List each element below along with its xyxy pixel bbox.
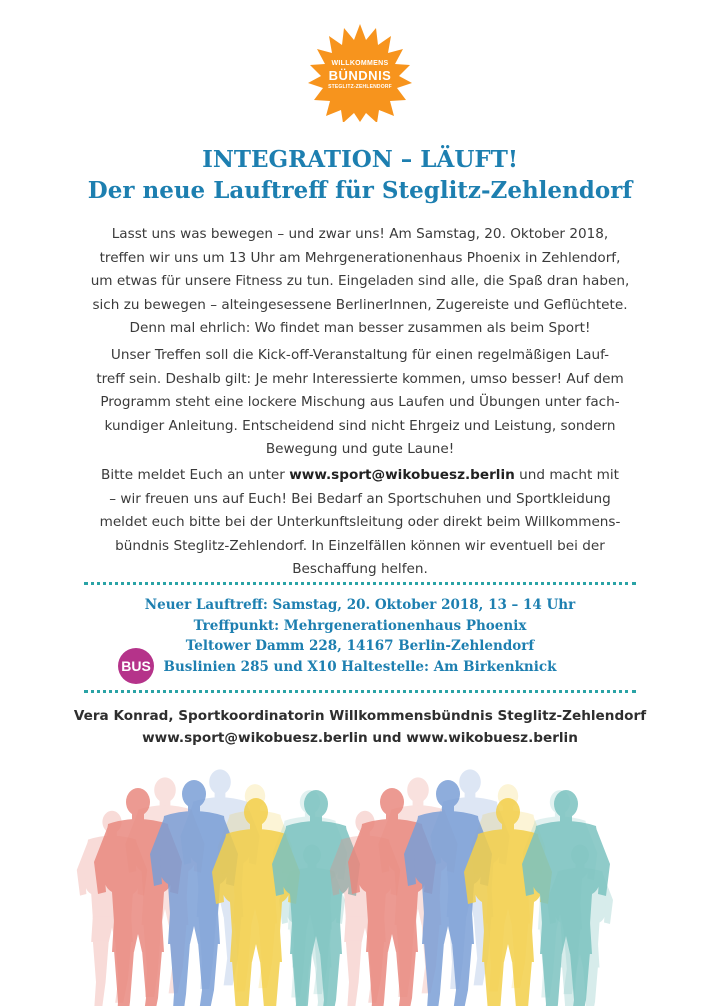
paragraph-line: kundiger Anleitung. Entscheidend sind nicht Ehrgeiz und Leistung, sondern [104, 417, 616, 434]
paragraph-line: Lasst uns was bewegen – und zwar uns! Am Samstag, 20. Oktober 2018, [111, 226, 609, 242]
bus-icon: BUS [118, 648, 154, 684]
dotted-divider [84, 582, 636, 585]
paragraph-line: bündnis Steglitz-Zehlendorf. In Einzelfällen können wir eventuell bei der [115, 537, 605, 554]
paragraph-line: – wir freuen uns auf Euch! Bei Bedarf an Sportschuhen und Sportkleidung [109, 490, 611, 507]
paragraph-line: Denn mal ehrlich: Wo findet man besser zusammen als beim Sport! [129, 320, 591, 336]
paragraph-line: meldet euch bitte bei der Unterkunftsleitung oder direkt beim Willkommens- [99, 514, 621, 530]
paragraph-line [60, 464, 660, 488]
paragraph-line: Beschaffung helfen. [292, 561, 428, 577]
paragraph-line: sich zu bewegen – alteingesessene BerlinerInnen, Zugereiste und Geflüchtete. [92, 296, 628, 313]
email-link[interactable]: www.sport@wikobuesz.berlin [289, 467, 515, 483]
contact-person: Vera Konrad, Sportkoordinatorin Willkommensbündnis Steglitz-Zehlendorf [73, 708, 647, 724]
logo-line-1: WILLKOMMENS [331, 60, 389, 67]
logo-line-2: BÜNDNIS [328, 68, 392, 83]
event-date: Neuer Lauftreff: Samstag, 20. Oktober 2018, 13 – 14 Uhr [144, 597, 576, 613]
intro-paragraph [60, 223, 660, 341]
text-segment: und macht mit [514, 467, 619, 483]
paragraph-line: Unser Treffen soll die Kick-off-Veranstaltung für einen regelmäßigen Lauf- [110, 347, 610, 363]
event-bus-lines: Buslinien 285 und X10 Haltestelle: Am Birkenknick [163, 658, 557, 675]
willkommensbuendnis-logo [306, 22, 414, 122]
headline-line-2: Der neue Lauftreff für Steglitz-Zehlendorf [87, 177, 633, 204]
program-paragraph [60, 344, 660, 462]
runners-illustration [0, 760, 720, 1006]
dotted-divider [84, 690, 636, 693]
contact-info [40, 705, 680, 749]
event-location: Treffpunkt: Mehrgenerationenhaus Phoenix [193, 617, 527, 634]
logo-line-3: STEGLITZ-ZEHLENDORF [328, 84, 392, 90]
paragraph-line: um etwas für unsere Fitness zu tun. Eingeladen sind alle, die Spaß dran haben, [90, 273, 630, 289]
headline-line-1: INTEGRATION – LÄUFT! [202, 146, 518, 173]
paragraph-line: Bewegung und gute Laune! [265, 441, 455, 457]
paragraph-line: Programm steht eine lockere Mischung aus Laufen und Übungen unter fach- [100, 394, 620, 410]
text-segment: Bitte meldet Euch an unter [101, 467, 290, 483]
contact-links[interactable]: www.sport@wikobuesz.berlin und www.wikobuesz.berlin [142, 730, 578, 746]
paragraph-line: treff sein. Deshalb gilt: Je mehr Interessierte kommen, umso besser! Auf dem [96, 370, 624, 387]
event-address: Teltower Damm 228, 14167 Berlin-Zehlendorf [185, 638, 535, 654]
registration-paragraph [60, 464, 660, 582]
paragraph-line: treffen wir uns um 13 Uhr am Mehrgenerationenhaus Phoenix in Zehlendorf, [99, 249, 621, 266]
